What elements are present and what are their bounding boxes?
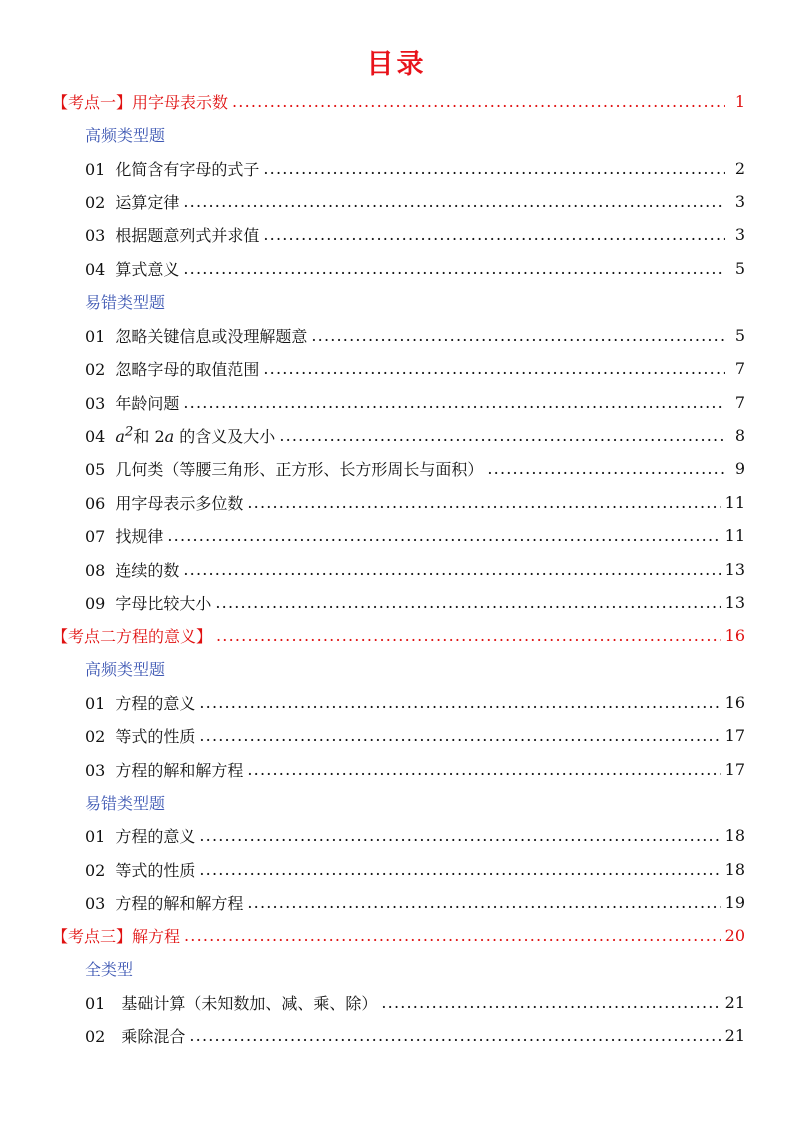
entry-number: 02 xyxy=(85,727,106,746)
entry-title: 等式的性质 xyxy=(115,861,196,880)
entry-title: 和 2 xyxy=(133,427,165,446)
dot-leader xyxy=(184,926,721,945)
entry-number: 04 xyxy=(85,260,106,279)
entry-page-number: 11 xyxy=(724,526,745,545)
entry-title: 忽略关键信息或没理解题意 xyxy=(115,327,308,346)
entry-number: 08 xyxy=(85,561,106,580)
toc-entry[interactable] xyxy=(85,986,745,1019)
dot-leader xyxy=(199,693,720,712)
toc-entry[interactable] xyxy=(85,519,745,552)
toc-entry[interactable] xyxy=(85,719,745,752)
entry-page-number: 11 xyxy=(724,493,745,512)
entry-title: 连续的数 xyxy=(115,561,180,580)
entry-page-number: 21 xyxy=(724,993,745,1012)
entry-number: 01 xyxy=(85,694,106,713)
toc-chapter-2[interactable] xyxy=(52,619,745,652)
entry-page-number: 3 xyxy=(734,192,745,211)
toc-entry[interactable] xyxy=(85,753,745,786)
entry-number: 01 xyxy=(85,994,106,1013)
entry-title: 方程的意义 xyxy=(115,694,196,713)
toc-entry[interactable] xyxy=(85,586,745,619)
toc-entry[interactable] xyxy=(85,1019,745,1052)
entry-title: 方程的解和解方程 xyxy=(115,894,244,913)
section-heading: 易错类型题 xyxy=(85,293,166,312)
dot-leader xyxy=(216,626,721,645)
chapter-page-number: 16 xyxy=(724,626,745,645)
dot-leader xyxy=(183,259,725,278)
toc-entry[interactable] xyxy=(85,185,745,218)
chapter-page-number: 1 xyxy=(734,92,745,111)
entry-page-number: 17 xyxy=(724,726,745,745)
entry-page-number: 18 xyxy=(724,860,745,879)
toc-entry[interactable] xyxy=(85,352,745,385)
section-heading: 全类型 xyxy=(85,960,134,979)
math-variable: a xyxy=(115,427,125,446)
entry-title: 的含义及大小 xyxy=(174,427,276,446)
dot-leader xyxy=(215,593,720,612)
dot-leader xyxy=(189,1026,720,1045)
entry-title: 化简含有字母的式子 xyxy=(115,160,260,179)
entry-page-number: 3 xyxy=(734,225,745,244)
toc-chapter-1[interactable] xyxy=(52,85,745,118)
entry-number: 09 xyxy=(85,594,106,613)
toc-entry[interactable] xyxy=(85,886,745,919)
entry-number: 03 xyxy=(85,761,106,780)
entry-number: 05 xyxy=(85,460,106,479)
chapter-page-number: 20 xyxy=(724,926,745,945)
entry-number: 06 xyxy=(85,494,106,513)
entry-title: 找规律 xyxy=(115,527,164,546)
entry-page-number: 5 xyxy=(734,259,745,278)
dot-leader xyxy=(199,860,720,879)
toc-entry[interactable] xyxy=(85,853,745,886)
entry-page-number: 21 xyxy=(724,1026,745,1045)
entry-number: 04 xyxy=(85,427,106,446)
entry-number: 03 xyxy=(85,394,106,413)
chapter-label: 【考点二方程的意义】 xyxy=(52,627,213,646)
section-heading: 易错类型题 xyxy=(85,794,166,813)
entry-number: 01 xyxy=(85,160,106,179)
toc-entry[interactable] xyxy=(85,819,745,852)
dot-leader xyxy=(247,760,720,779)
toc-entry[interactable] xyxy=(85,386,745,419)
toc-chapter-3[interactable] xyxy=(52,919,745,952)
toc-entry[interactable] xyxy=(85,252,745,285)
dot-leader xyxy=(263,159,725,178)
entry-title: 方程的意义 xyxy=(115,827,196,846)
entry-page-number: 2 xyxy=(734,159,745,178)
toc-entry[interactable] xyxy=(85,218,745,251)
section-heading: 高频类型题 xyxy=(85,126,166,145)
entry-number: 03 xyxy=(85,894,106,913)
toc-entry[interactable] xyxy=(85,686,745,719)
entry-number: 02 xyxy=(85,861,106,880)
entry-number: 03 xyxy=(85,226,106,245)
entry-title: 方程的解和解方程 xyxy=(115,761,244,780)
dot-leader xyxy=(247,493,720,512)
entry-number: 02 xyxy=(85,1027,106,1046)
entry-title: 年龄问题 xyxy=(115,394,180,413)
dot-leader xyxy=(232,92,725,111)
chapter-label: 【考点三】解方程 xyxy=(52,927,181,946)
entry-title: 字母比较大小 xyxy=(115,594,212,613)
entry-number: 02 xyxy=(85,360,106,379)
entry-number: 07 xyxy=(85,527,106,546)
toc-entry[interactable] xyxy=(85,419,745,452)
dot-leader xyxy=(167,526,720,545)
entry-title: 运算定律 xyxy=(115,193,180,212)
dot-leader xyxy=(487,459,725,478)
entry-page-number: 9 xyxy=(734,459,745,478)
dot-leader xyxy=(183,393,725,412)
entry-page-number: 5 xyxy=(734,326,745,345)
dot-leader xyxy=(381,993,720,1012)
entry-page-number: 7 xyxy=(734,393,745,412)
entry-title: 算式意义 xyxy=(115,260,180,279)
entry-title: 根据题意列式并求值 xyxy=(115,226,260,245)
entry-page-number: 7 xyxy=(734,359,745,378)
toc-entry[interactable] xyxy=(85,452,745,485)
dot-leader xyxy=(311,326,725,345)
entry-page-number: 13 xyxy=(724,560,745,579)
dot-leader xyxy=(263,359,725,378)
dot-leader xyxy=(279,426,725,445)
entry-title: 乘除混合 xyxy=(121,1027,186,1046)
dot-leader xyxy=(183,560,720,579)
entry-title: 等式的性质 xyxy=(115,727,196,746)
entry-number: 02 xyxy=(85,193,106,212)
entry-page-number: 19 xyxy=(724,893,745,912)
dot-leader xyxy=(247,893,720,912)
entry-number: 01 xyxy=(85,827,106,846)
math-exponent: 2 xyxy=(124,424,134,440)
entry-page-number: 17 xyxy=(724,760,745,779)
toc-entry[interactable] xyxy=(85,553,745,586)
entry-title: 几何类（等腰三角形、正方形、长方形周长与面积） xyxy=(115,460,484,479)
entry-title: 基础计算（未知数加、减、乘、除） xyxy=(121,994,378,1013)
dot-leader xyxy=(263,225,725,244)
chapter-label: 【考点一】用字母表示数 xyxy=(52,93,229,112)
dot-leader xyxy=(183,192,725,211)
dot-leader xyxy=(199,726,720,745)
toc-entry[interactable] xyxy=(85,486,745,519)
entry-page-number: 8 xyxy=(734,426,745,445)
section-heading: 高频类型题 xyxy=(85,660,166,679)
toc-entry[interactable] xyxy=(85,152,745,185)
toc-entry[interactable] xyxy=(85,319,745,352)
entry-page-number: 18 xyxy=(724,826,745,845)
entry-title: 忽略字母的取值范围 xyxy=(115,360,260,379)
entry-page-number: 16 xyxy=(724,693,745,712)
entry-page-number: 13 xyxy=(724,593,745,612)
math-variable: a xyxy=(164,427,175,446)
entry-number: 01 xyxy=(85,327,106,346)
dot-leader xyxy=(199,826,720,845)
entry-title: 用字母表示多位数 xyxy=(115,494,244,513)
page-title: 目录 xyxy=(366,49,427,80)
